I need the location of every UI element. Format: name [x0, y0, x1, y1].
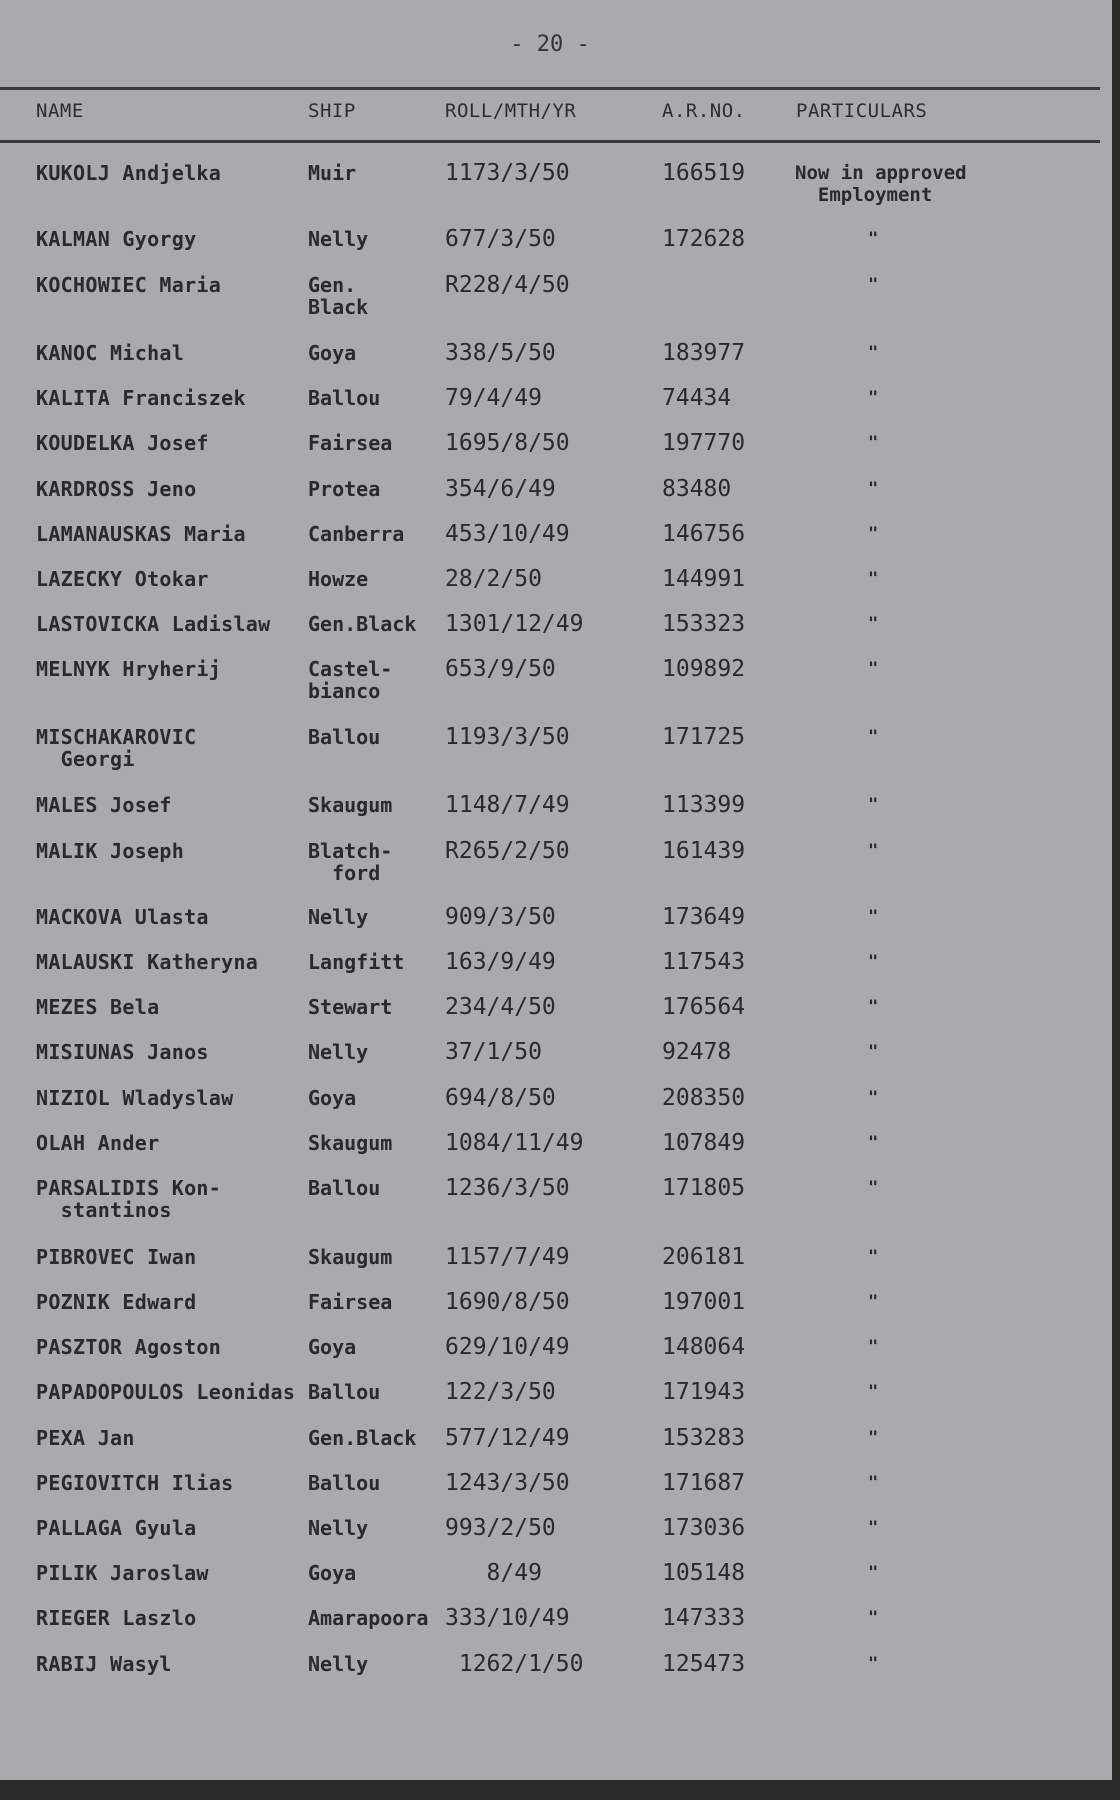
- row-roll: 653/9/50: [445, 656, 556, 682]
- row-particulars: ": [868, 841, 879, 861]
- row-ar-no: 83480: [662, 476, 732, 502]
- row-ship: Goya: [308, 341, 357, 365]
- row-particulars: ": [868, 569, 879, 589]
- row-ar-no: 144991: [662, 566, 746, 592]
- row-particulars: ": [868, 1133, 879, 1153]
- row-particulars: ": [868, 1563, 879, 1583]
- row-particulars: Now in approved Employment: [795, 162, 967, 206]
- row-name: KALMAN Gyorgy: [36, 227, 197, 251]
- row-roll: 629/10/49: [445, 1334, 570, 1360]
- row-name: KOUDELKA Josef: [36, 431, 209, 455]
- row-roll: 1262/1/50: [445, 1651, 584, 1677]
- row-ship: Howze: [308, 567, 369, 591]
- row-particulars: ": [868, 1428, 879, 1448]
- row-ar-no: 105148: [662, 1560, 746, 1586]
- row-roll: 1236/3/50: [445, 1175, 570, 1201]
- row-ship: Protea: [308, 477, 381, 501]
- row-ar-no: 173036: [662, 1515, 746, 1541]
- row-roll: 333/10/49: [445, 1605, 570, 1631]
- row-particulars: ": [868, 1518, 879, 1538]
- row-name: LAZECKY Otokar: [36, 567, 209, 591]
- row-ship: Langfitt: [308, 950, 405, 974]
- row-particulars: ": [868, 1473, 879, 1493]
- row-roll: 577/12/49: [445, 1425, 570, 1451]
- row-particulars: ": [868, 727, 879, 747]
- row-ship: Stewart: [308, 995, 393, 1019]
- row-ship: Nelly: [308, 227, 369, 251]
- row-particulars: ": [868, 1088, 879, 1108]
- row-ar-no: 74434: [662, 385, 732, 411]
- row-particulars: ": [868, 388, 879, 408]
- row-roll: 8/49: [445, 1560, 542, 1586]
- row-name: PARSALIDIS Kon- stantinos: [36, 1176, 222, 1222]
- row-name: KUKOLJ Andjelka: [36, 161, 222, 185]
- row-ar-no: 166519: [662, 160, 746, 186]
- row-ar-no: 125473: [662, 1651, 746, 1677]
- row-ar-no: 183977: [662, 340, 746, 366]
- row-ship: Fairsea: [308, 431, 393, 455]
- row-name: MISCHAKAROVIC Georgi: [36, 725, 197, 771]
- row-ar-no: 171943: [662, 1379, 746, 1405]
- row-ship: Nelly: [308, 1652, 369, 1676]
- row-roll: 28/2/50: [445, 566, 542, 592]
- row-particulars: ": [868, 907, 879, 927]
- header-ship: SHIP: [308, 100, 356, 122]
- row-name: KANOC Michal: [36, 341, 185, 365]
- row-roll: 1157/7/49: [445, 1244, 570, 1270]
- row-roll: 354/6/49: [445, 476, 556, 502]
- row-roll: 1301/12/49: [445, 611, 584, 637]
- row-ar-no: 92478: [662, 1039, 732, 1065]
- row-ship: Goya: [308, 1561, 357, 1585]
- row-name: RABIJ Wasyl: [36, 1652, 172, 1676]
- row-roll: 163/9/49: [445, 949, 556, 975]
- row-roll: 1193/3/50: [445, 724, 570, 750]
- row-ar-no: 172628: [662, 226, 746, 252]
- row-roll: 993/2/50: [445, 1515, 556, 1541]
- row-ar-no: 171725: [662, 724, 746, 750]
- row-ship: Skaugum: [308, 1245, 393, 1269]
- row-name: OLAH Ander: [36, 1131, 160, 1155]
- row-name: MALAUSKI Katheryna: [36, 950, 259, 974]
- row-ship: Ballou: [308, 1471, 381, 1495]
- row-ar-no: 161439: [662, 838, 746, 864]
- row-particulars: ": [868, 795, 879, 815]
- row-particulars: ": [868, 614, 879, 634]
- header-roll: ROLL/MTH/YR: [445, 100, 577, 122]
- row-name: MALIK Joseph: [36, 839, 185, 863]
- row-particulars: ": [868, 1608, 879, 1628]
- row-particulars: ": [868, 343, 879, 363]
- row-ship: Nelly: [308, 905, 369, 929]
- row-particulars: ": [868, 1337, 879, 1357]
- row-name: KALITA Franciszek: [36, 386, 246, 410]
- row-ship: Ballou: [308, 386, 381, 410]
- row-roll: 79/4/49: [445, 385, 542, 411]
- row-name: LAMANAUSKAS Maria: [36, 522, 246, 546]
- row-ar-no: 153323: [662, 611, 746, 637]
- row-particulars: ": [868, 1247, 879, 1267]
- row-ship: Goya: [308, 1335, 357, 1359]
- row-roll: 338/5/50: [445, 340, 556, 366]
- row-ship: Goya: [308, 1086, 357, 1110]
- row-ship: Gen.Black: [308, 612, 417, 636]
- row-particulars: ": [868, 433, 879, 453]
- row-name: PIBROVEC Iwan: [36, 1245, 197, 1269]
- row-ar-no: 206181: [662, 1244, 746, 1270]
- row-particulars: ": [868, 1654, 879, 1674]
- row-ship: Ballou: [308, 1176, 381, 1200]
- row-name: LASTOVICKA Ladislaw: [36, 612, 271, 636]
- row-name: MALES Josef: [36, 793, 172, 817]
- row-roll: 1690/8/50: [445, 1289, 570, 1315]
- row-ship: Canberra: [308, 522, 405, 546]
- row-roll: 909/3/50: [445, 904, 556, 930]
- row-particulars: ": [868, 1042, 879, 1062]
- row-name: POZNIK Edward: [36, 1290, 197, 1314]
- row-name: MISIUNAS Janos: [36, 1040, 209, 1064]
- row-ar-no: 113399: [662, 792, 746, 818]
- page-number: - 20 -: [510, 32, 590, 57]
- row-ar-no: 176564: [662, 994, 746, 1020]
- row-roll: R265/2/50: [445, 838, 570, 864]
- row-ship: Fairsea: [308, 1290, 393, 1314]
- row-roll: 234/4/50: [445, 994, 556, 1020]
- row-ship: Ballou: [308, 725, 381, 749]
- row-ship: Nelly: [308, 1040, 369, 1064]
- row-ar-no: 171687: [662, 1470, 746, 1496]
- row-name: PEXA Jan: [36, 1426, 135, 1450]
- row-roll: 1173/3/50: [445, 160, 570, 186]
- row-ar-no: 153283: [662, 1425, 746, 1451]
- row-particulars: ": [868, 952, 879, 972]
- row-name: MACKOVA Ulasta: [36, 905, 209, 929]
- row-roll: 1084/11/49: [445, 1130, 584, 1156]
- row-particulars: ": [868, 1382, 879, 1402]
- row-ar-no: 208350: [662, 1085, 746, 1111]
- row-ship: Muir: [308, 161, 357, 185]
- row-roll: 1695/8/50: [445, 430, 570, 456]
- row-name: KOCHOWIEC Maria: [36, 273, 222, 297]
- row-particulars: ": [868, 524, 879, 544]
- row-ar-no: 146756: [662, 521, 746, 547]
- row-roll: 1243/3/50: [445, 1470, 570, 1496]
- row-ship: Nelly: [308, 1516, 369, 1540]
- row-roll: R228/4/50: [445, 272, 570, 298]
- row-ar-no: 117543: [662, 949, 746, 975]
- row-name: PILIK Jaroslaw: [36, 1561, 209, 1585]
- row-name: PAPADOPOULOS Leonidas: [36, 1380, 296, 1404]
- row-ship: Ballou: [308, 1380, 381, 1404]
- header-particulars: PARTICULARS: [796, 100, 928, 122]
- row-particulars: ": [868, 229, 879, 249]
- row-name: PEGIOVITCH Ilias: [36, 1471, 234, 1495]
- header-ar-no: A.R.NO.: [662, 100, 746, 122]
- row-ar-no: 109892: [662, 656, 746, 682]
- header-top-rule: [0, 87, 1100, 90]
- header-bottom-rule: [0, 140, 1100, 143]
- row-ship: Skaugum: [308, 793, 393, 817]
- row-name: MELNYK Hryherij: [36, 657, 222, 681]
- row-ship: Gen. Black: [308, 273, 369, 319]
- row-roll: 694/8/50: [445, 1085, 556, 1111]
- row-name: MEZES Bela: [36, 995, 160, 1019]
- row-ship: Blatch- ford: [308, 839, 393, 885]
- row-particulars: ": [868, 275, 879, 295]
- row-name: NIZIOL Wladyslaw: [36, 1086, 234, 1110]
- row-ar-no: 171805: [662, 1175, 746, 1201]
- row-name: KARDROSS Jeno: [36, 477, 197, 501]
- row-ar-no: 173649: [662, 904, 746, 930]
- row-roll: 122/3/50: [445, 1379, 556, 1405]
- row-name: PASZTOR Agoston: [36, 1335, 222, 1359]
- row-roll: 453/10/49: [445, 521, 570, 547]
- row-particulars: ": [868, 1178, 879, 1198]
- header-name: NAME: [36, 100, 84, 122]
- row-particulars: ": [868, 1292, 879, 1312]
- row-ship: Castel- bianco: [308, 657, 393, 703]
- row-particulars: ": [868, 997, 879, 1017]
- row-name: PALLAGA Gyula: [36, 1516, 197, 1540]
- row-roll: 37/1/50: [445, 1039, 542, 1065]
- row-ar-no: 197770: [662, 430, 746, 456]
- row-roll: 1148/7/49: [445, 792, 570, 818]
- table-header: [0, 100, 1100, 130]
- row-ship: Gen.Black: [308, 1426, 417, 1450]
- row-ship: Amarapoora: [308, 1606, 429, 1630]
- row-particulars: ": [868, 659, 879, 679]
- row-roll: 677/3/50: [445, 226, 556, 252]
- row-ar-no: 147333: [662, 1605, 746, 1631]
- row-name: RIEGER Laszlo: [36, 1606, 197, 1630]
- row-ship: Skaugum: [308, 1131, 393, 1155]
- row-ar-no: 107849: [662, 1130, 746, 1156]
- row-ar-no: 197001: [662, 1289, 746, 1315]
- row-ar-no: 148064: [662, 1334, 746, 1360]
- row-particulars: ": [868, 479, 879, 499]
